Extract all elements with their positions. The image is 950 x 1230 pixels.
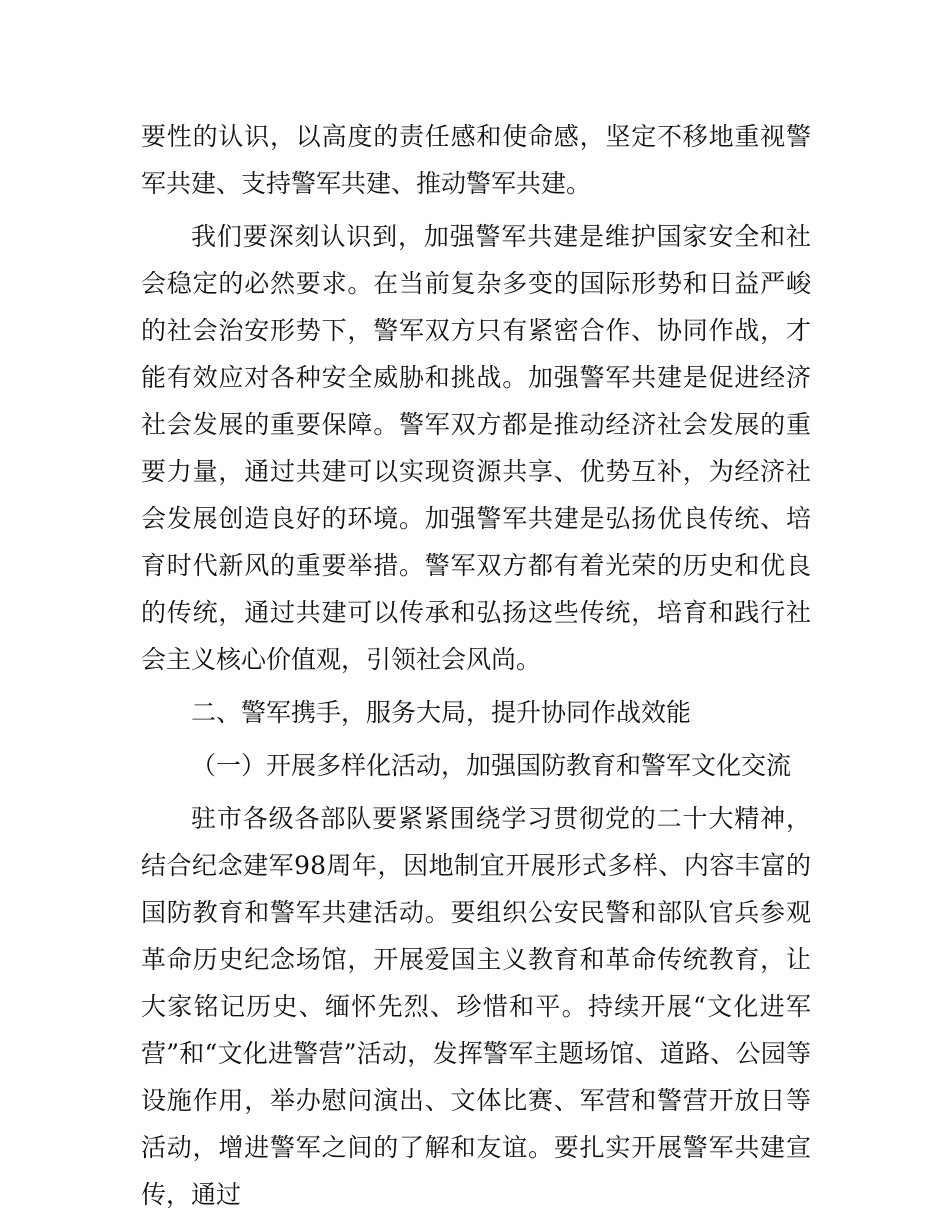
section-heading: 二、警军携手，服务大局，提升协同作战效能 [191, 698, 692, 727]
paragraph-continuation: 要性的认识，以高度的责任感和使命感，坚定不移地重视警军共建、支持警军共建、推动警军共建。 [141, 122, 811, 198]
document-body [141, 113, 811, 1218]
paragraph-activities: 驻市各级各部队要紧紧围绕学习贯彻党的二十大精神，结合纪念建军98周年，因地制宜开展形式多样、内容丰富的国防教育和警军共建活动。要组织公安民警和部队官兵参观革命历史纪念场馆，开展爱国主义教育和革命传统教育，让大家铭记历史、缅怀先烈、珍惜和平。持续开展“文化进军营”和“文化进警营”活动，发挥警军主题场馆、道路、公园等设施作用，举办慰问演出、文体比赛、军营和警营开放日等活动，增进警军之间的了解和友谊。要扎实开展警军共建宣传，通过 [141, 804, 811, 1209]
subsection-heading: （一）开展多样化活动，加强国防教育和警军文化交流 [191, 751, 792, 780]
paragraph-significance: 我们要深刻认识到，加强警军共建是维护国家安全和社会稳定的必然要求。在当前复杂多变的国际形势和日益严峻的社会治安形势下，警军双方只有紧密合作、协同作战，才能有效应对各种安全威胁和挑战。加强警军共建是促进经济社会发展的重要保障。警军双方都是推动经济社会发展的重要力量，通过共建可以实现资源共享、优势互补，为经济社会发展创造良好的环境。加强警军共建是弘扬优良传统、培育时代新风的重要举措。警军双方都有着光荣的历史和优良的传统，通过共建可以传承和弘扬这些传统，培育和践行社会主义核心价值观，引领社会风尚。 [141, 222, 811, 674]
